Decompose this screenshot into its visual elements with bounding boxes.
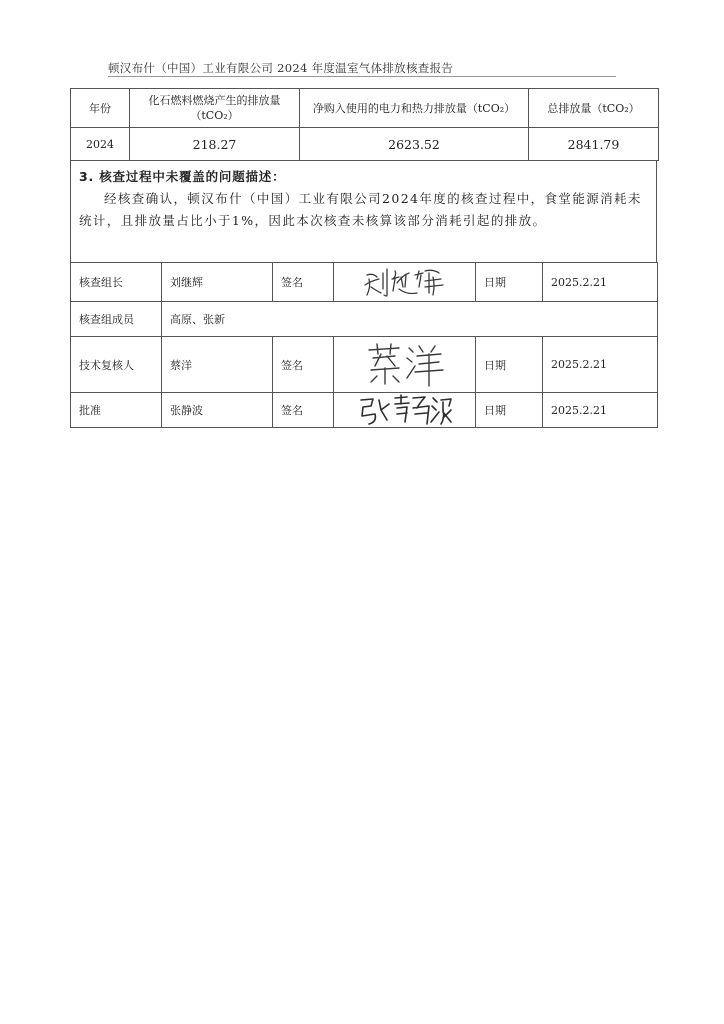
emissions-header-row [71, 89, 659, 128]
role-label: 批准 [71, 393, 162, 428]
signature-image [359, 265, 451, 299]
header-rule [108, 76, 616, 77]
role-label: 技术复核人 [71, 337, 162, 393]
handwritten-signature-reviewer [334, 337, 476, 393]
report-header: 顿汉布什（中国）工业有限公司 2024 年度温室气体排放核查报告 [108, 61, 454, 75]
date-value: 2025.2.21 [543, 263, 658, 302]
value-purchased: 2623.52 [300, 128, 529, 161]
header-total: 总排放量（tCO₂） [529, 89, 659, 128]
role-label: 核查组长 [71, 263, 162, 302]
date-value: 2025.2.21 [543, 337, 658, 393]
sign-label: 签名 [273, 337, 334, 393]
member-names: 高原、张新 [162, 302, 658, 337]
handwritten-signature-approver [334, 393, 476, 428]
value-total: 2841.79 [529, 128, 659, 161]
sign-label: 签名 [273, 393, 334, 428]
date-label: 日期 [476, 337, 543, 393]
sign-label: 签名 [273, 263, 334, 302]
header-fossil-line2: （tCO₂） [190, 109, 239, 122]
person-name: 蔡洋 [162, 337, 273, 393]
person-name: 刘继辉 [162, 263, 273, 302]
signoff-table [70, 262, 658, 428]
section-uncovered-issues [70, 160, 657, 262]
role-label: 核查组成员 [71, 302, 162, 337]
header-year: 年份 [71, 89, 130, 128]
date-label: 日期 [476, 393, 543, 428]
signoff-row-approver [71, 393, 658, 428]
handwritten-signature-lead [334, 263, 476, 302]
value-year: 2024 [71, 128, 130, 161]
emissions-value-row [71, 128, 659, 161]
signoff-row-reviewer [71, 337, 658, 393]
date-label: 日期 [476, 263, 543, 302]
header-fossil [130, 89, 300, 128]
emissions-table [70, 88, 659, 161]
header-purchased: 净购入使用的电力和热力排放量（tCO₂） [300, 89, 529, 128]
signoff-row-lead [71, 263, 658, 302]
section-title: 3. 核查过程中未覆盖的问题描述： [79, 169, 286, 184]
date-value: 2025.2.21 [543, 393, 658, 428]
signature-image [365, 342, 445, 388]
header-fossil-line1: 化石燃料燃烧产生的排放量 [148, 94, 281, 107]
section-body: 经核查确认，顿汉布什（中国）工业有限公司2024年度的核查过程中，食堂能源消耗未统计，且排放量占比小于1%，因此本次核查未核算该部分消耗引起的排放。 [79, 191, 642, 228]
signature-image [357, 394, 453, 426]
person-name: 张静波 [162, 393, 273, 428]
signoff-row-members [71, 302, 658, 337]
value-fossil: 218.27 [130, 128, 300, 161]
